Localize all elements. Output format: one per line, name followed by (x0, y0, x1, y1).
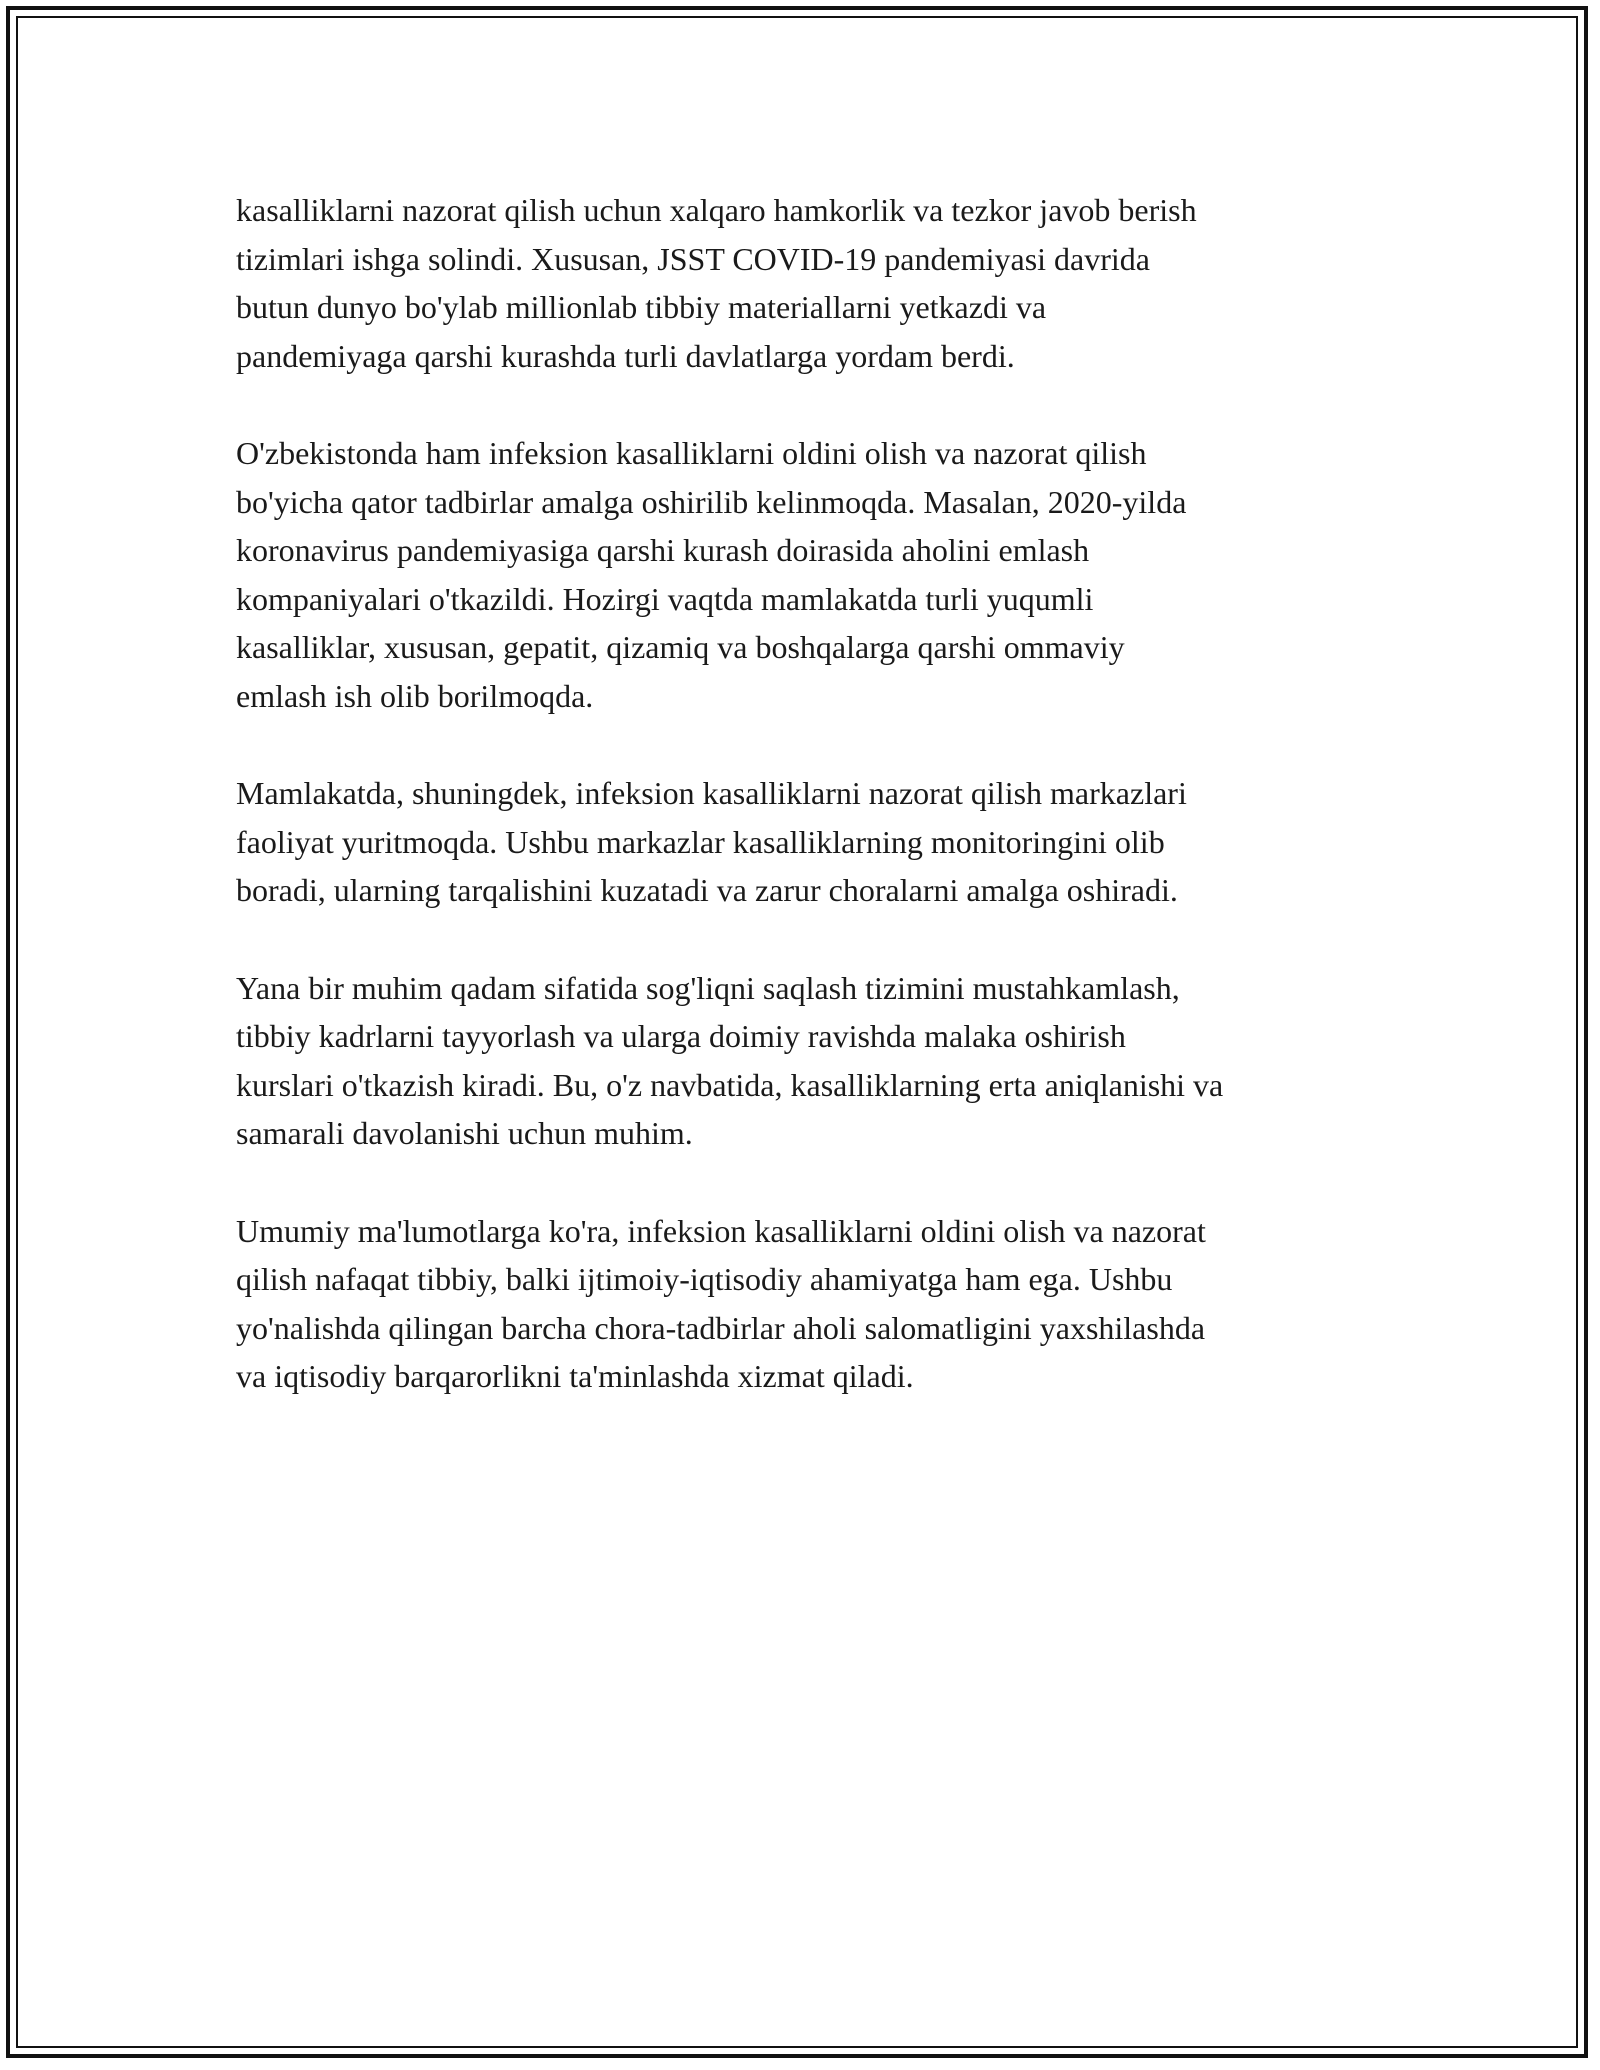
text-line: boradi, ularning tarqalishini kuzatadi va zarur choralarni amalga oshiradi. (236, 872, 1178, 908)
text-line: Yana bir muhim qadam sifatida sog'liqni saqlash tizimini mustahkamlash, (236, 969, 1180, 1006)
text-line: emlash ish olib borilmoqda. (236, 677, 594, 714)
text-line: qilish nafaqat tibbiy, balki ijtimoiy-iqtisodiy ahamiyatga ham ega. Ushbu (236, 1261, 1173, 1297)
paragraph-4 (236, 964, 1396, 1158)
paragraph-5 (236, 1207, 1396, 1401)
paragraph-2 (236, 429, 1396, 720)
text-line: va iqtisodiy barqarorlikni ta'minlashda xizmat qiladi. (236, 1358, 914, 1394)
text-line: koronavirus pandemiyasiga qarshi kurash doirasida aholini emlash (236, 532, 1090, 568)
text-line: kompaniyalari o'tkazildi. Hozirgi vaqtda mamlakatda turli yuqumli (236, 580, 1094, 617)
text-line: kurslari o'tkazish kiradi. Bu, o'z navbatida, kasalliklarning erta aniqlanishi va (236, 1066, 1224, 1103)
text-line: Mamlakatda, shuningdek, infeksion kasalliklarni nazorat qilish markazlari (236, 775, 1187, 811)
text-line: bo'yicha qator tadbirlar amalga oshirilib kelinmoqda. Masalan, 2020-yilda (236, 483, 1187, 520)
text-line: butun dunyo bo'ylab millionlab tibbiy materiallarni yetkazdi va (236, 289, 1047, 325)
text-line: faoliyat yuritmoqda. Ushbu markazlar kasalliklarning monitoringini olib (236, 823, 1165, 860)
text-line: kasalliklarni nazorat qilish uchun xalqaro hamkorlik va tezkor javob berish (236, 192, 1197, 228)
text-line: tizimlari ishga solindi. Xususan, JSST COVID-19 pandemiyasi davrida (236, 240, 1150, 277)
text-line: samarali davolanishi uchun muhim. (236, 1115, 693, 1151)
text-line: yo'nalishda qilingan barcha chora-tadbirlar aholi salomatligini yaxshilashda (236, 1309, 1206, 1346)
text-line: Umumiy ma'lumotlarga ko'ra, infeksion kasalliklarni oldini olish va nazorat (236, 1212, 1206, 1249)
text-line: kasalliklar, xususan, gepatit, qizamiq va boshqalarga qarshi ommaviy (236, 629, 1125, 665)
paragraph-3 (236, 769, 1396, 915)
paragraph-1 (236, 186, 1396, 380)
text-line: O'zbekistonda ham infeksion kasalliklarni oldini olish va nazorat qilish (236, 435, 1147, 471)
text-line: tibbiy kadrlarni tayyorlash va ularga doimiy ravishda malaka oshirish (236, 1018, 1126, 1054)
document-body (236, 186, 1396, 1450)
text-line: pandemiyaga qarshi kurashda turli davlatlarga yordam berdi. (236, 337, 1015, 374)
